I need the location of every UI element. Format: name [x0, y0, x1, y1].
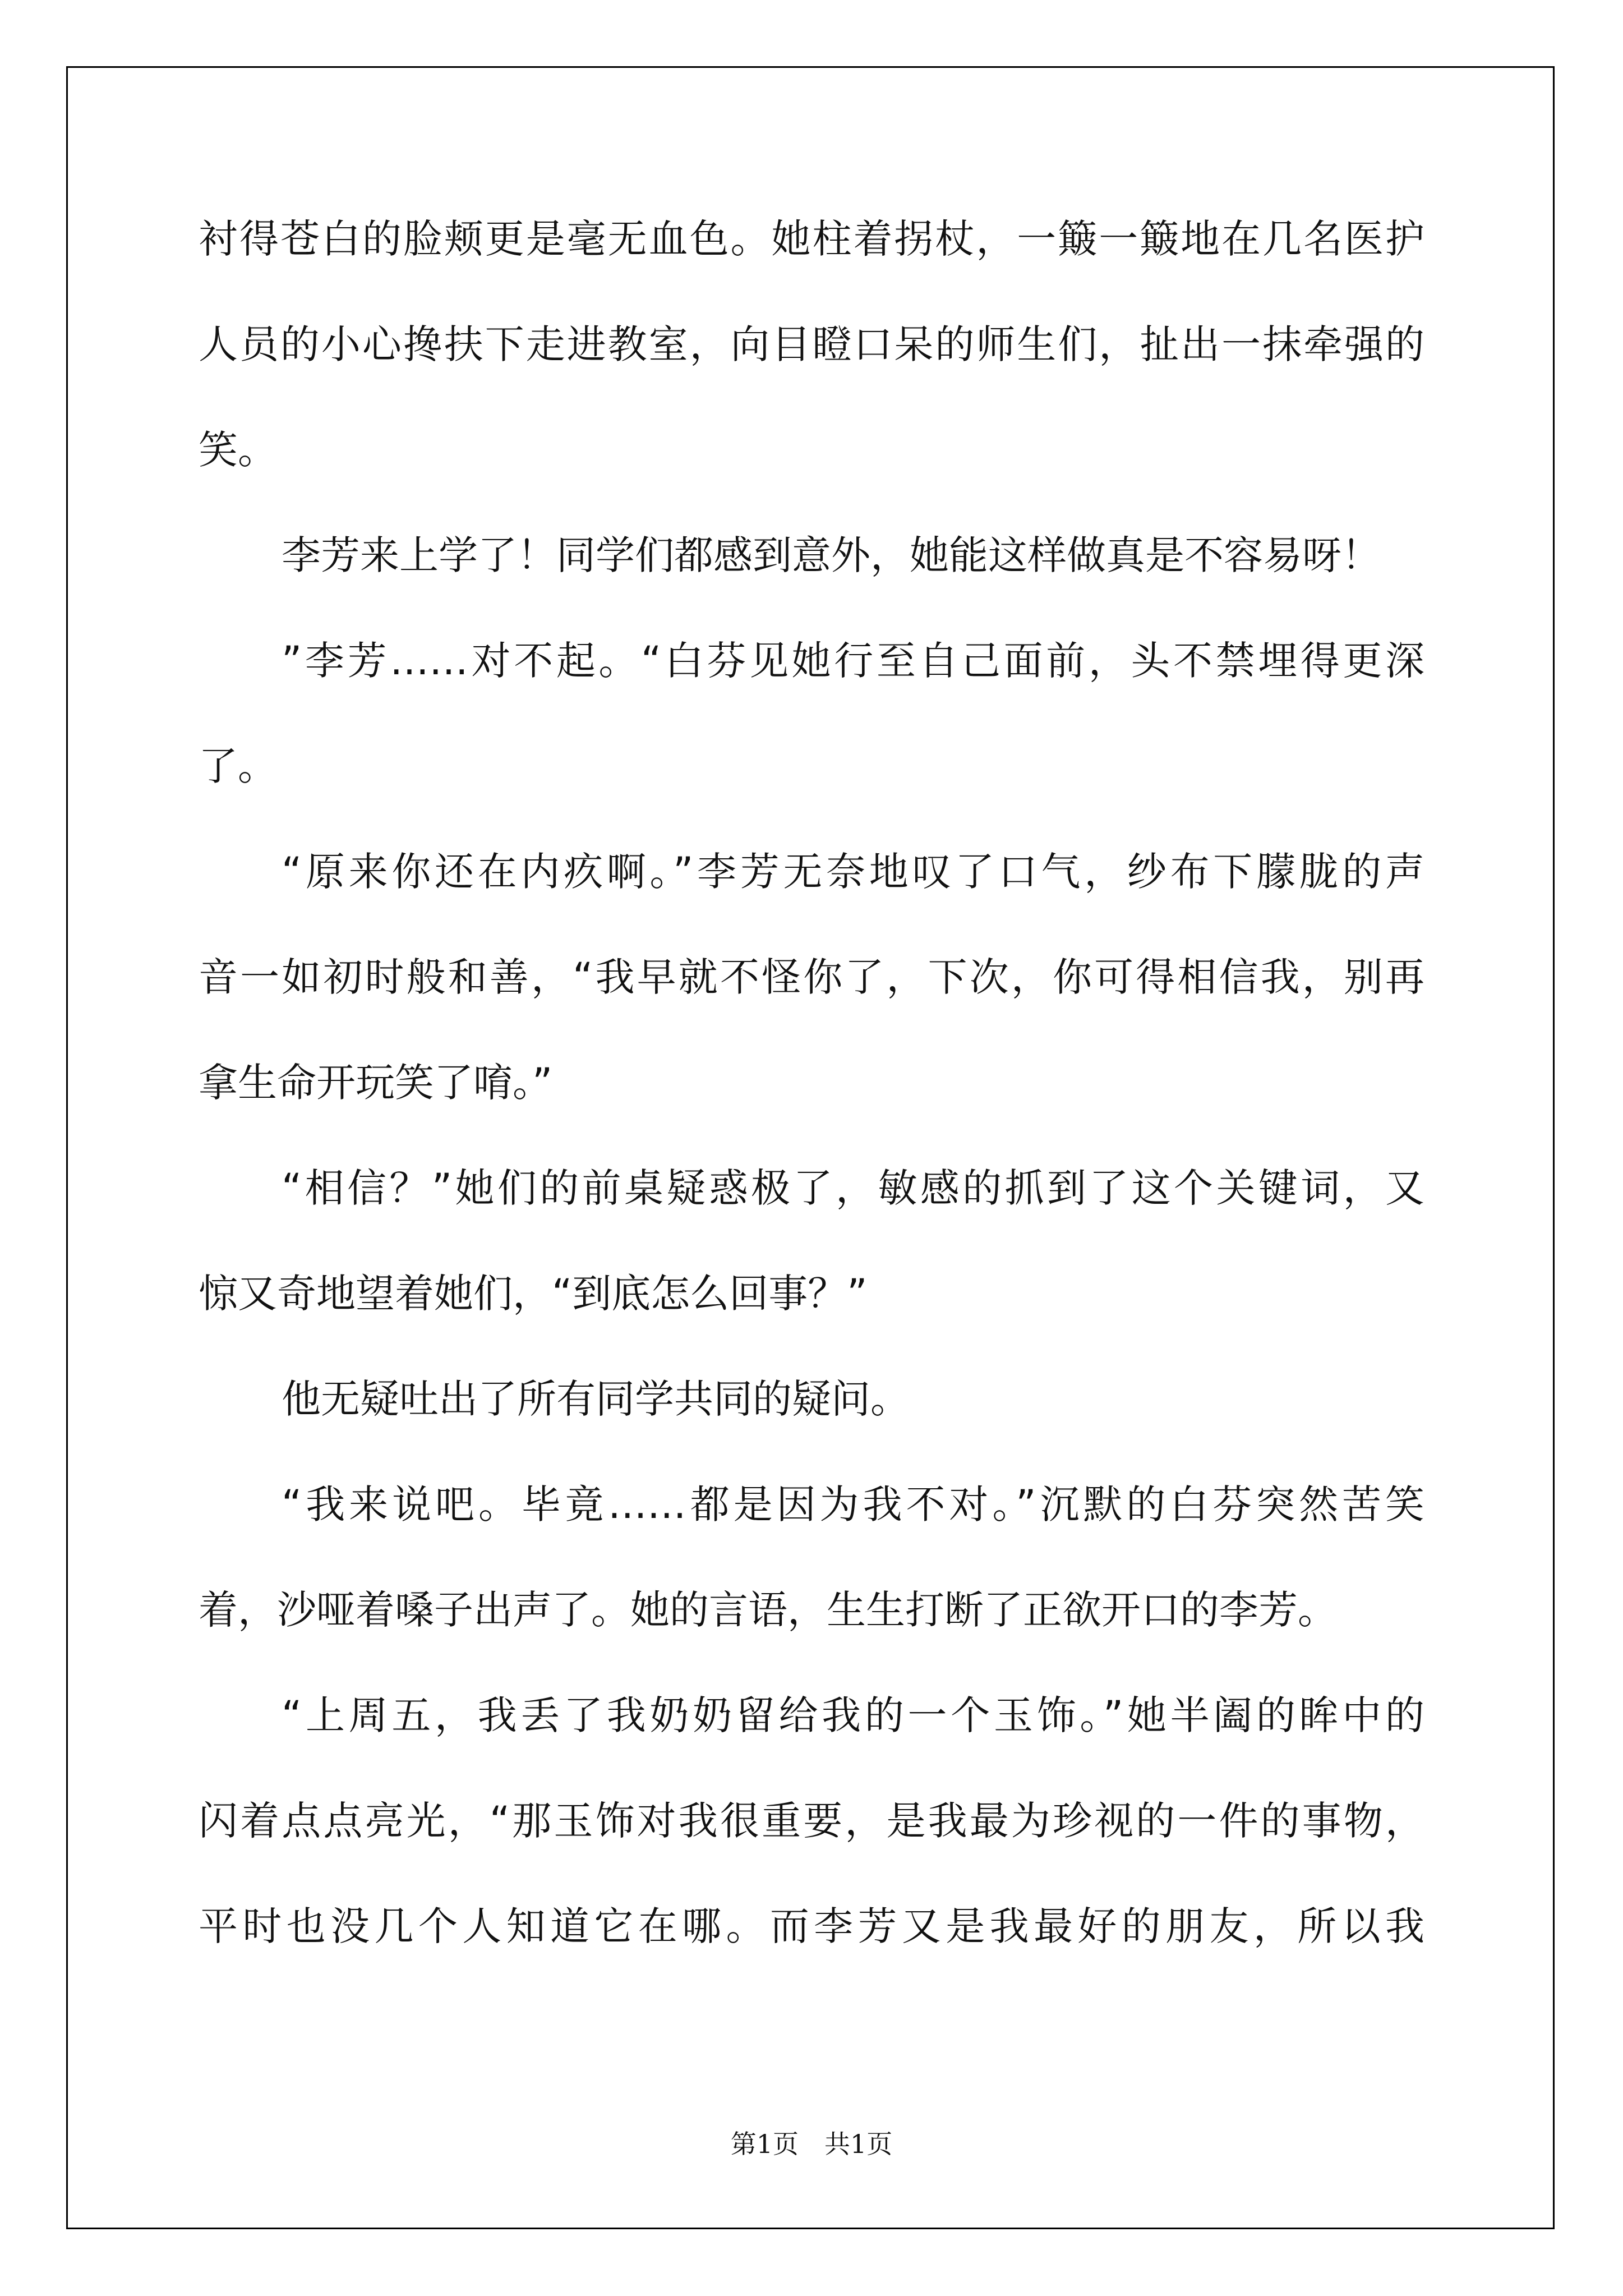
text-line: “相信？”她们的前桌疑惑极了，敏感的抓到了这个关键词，又 — [282, 1165, 1424, 1211]
text-line: 李芳来上学了！同学们都感到意外，她能这样做真是不容易呀！ — [282, 532, 1381, 578]
text-line: “原来你还在内疚啊。”李芳无奈地叹了口气，纱布下朦胧的声 — [282, 849, 1424, 895]
text-line: 人员的小心搀扶下走进教室，向目瞪口呆的师生们，扯出一抹牵强的 — [199, 321, 1424, 367]
text-line: 闪着点点亮光，“那玉饰对我很重要，是我最为珍视的一件的事物， — [199, 1798, 1424, 1844]
text-line: 笑。 — [199, 427, 277, 473]
text-line: “我来说吧。毕竟……都是因为我不对。”沉默的白芬突然苦笑 — [282, 1481, 1424, 1527]
text-line: 音一如初时般和善，“我早就不怪你了，下次，你可得相信我，别再 — [199, 954, 1424, 1000]
page-number-footer: 第1页 共1页 — [730, 2129, 893, 2159]
text-line: 了。 — [199, 743, 277, 789]
text-line: 衬得苍白的脸颊更是毫无血色。她柱着拐杖，一簸一簸地在几名医护 — [199, 216, 1424, 262]
text-line: 惊又奇地望着她们，“到底怎么回事？” — [199, 1271, 868, 1317]
text-line: “上周五，我丢了我奶奶留给我的一个玉饰。”她半阖的眸中的 — [282, 1692, 1424, 1738]
text-line: 平时也没几个人知道它在哪。而李芳又是我最好的朋友，所以我 — [199, 1903, 1424, 1949]
text-line: 他无疑吐出了所有同学共同的疑问。 — [282, 1376, 910, 1422]
text-line: ”李芳……对不起。“白芬见她行至自己面前，头不禁埋得更深 — [282, 638, 1424, 684]
text-line: 拿生命开玩笑了唷。” — [199, 1060, 553, 1106]
text-line: 着，沙哑着嗓子出声了。她的言语，生生打断了正欲开口的李芳。 — [199, 1587, 1337, 1633]
